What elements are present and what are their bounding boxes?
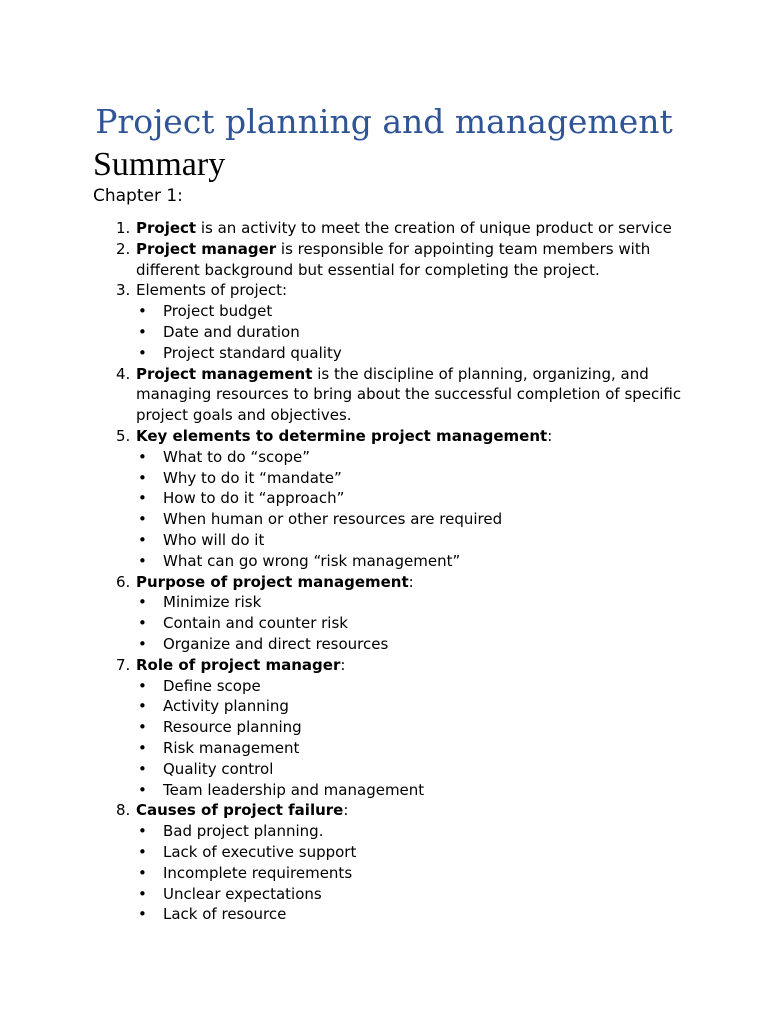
list-item-term: Key elements to determine project management [136,426,548,445]
list-item-continuation [0,260,768,281]
bullet-item-text: Activity planning [163,697,289,716]
list-item-number: 8. [116,801,131,820]
bullet-icon: • [138,863,147,882]
bullet-item-text: How to do it “approach” [163,489,345,508]
list-item-term: Project [136,219,197,237]
bullet-item [0,904,768,925]
bullet-item-text: Project standard quality [163,343,342,362]
bullet-item [0,530,768,551]
bullet-icon: • [138,593,147,612]
list-item-description: is an activity to meet the creation of unique product or service [196,219,672,237]
bullet-item [0,717,768,738]
bullet-item-text: Define scope [163,676,261,695]
bullet-item-text: Contain and counter risk [163,614,348,633]
bullet-icon: • [138,780,147,799]
list-item-number: 2. [116,239,131,258]
bullet-item [0,634,768,655]
bullet-icon: • [138,905,147,924]
bullet-item-text: Lack of executive support [163,842,357,861]
list-item-term: Causes of project failure [136,801,344,820]
bullet-item [0,551,768,572]
list-item-text [136,280,287,301]
bullet-item [0,863,768,884]
list-item-number: 3. [116,281,131,300]
list-item-description: : [408,572,414,591]
bullet-item [0,301,768,322]
bullet-icon: • [138,842,147,861]
list-item-description: is the discipline of planning, organizing, and [312,364,649,383]
bullet-item-text: Why to do it “mandate” [163,468,342,487]
bullet-item-text: Lack of resource [163,905,287,924]
list-item-number: 7. [116,655,131,674]
bullet-item-text: Team leadership and management [163,780,425,799]
numbered-list [0,218,768,925]
bullet-icon: • [138,718,147,737]
bullet-item [0,613,768,634]
list-item-term: Purpose of project management [136,572,409,591]
list-item-text [136,572,414,593]
list-item-description: : [340,655,346,674]
bullet-item-text: What can go wrong “risk management” [163,551,461,570]
bullet-item [0,780,768,801]
list-item [0,800,768,821]
bullet-icon: • [138,614,147,633]
chapter-heading: Chapter 1: [93,186,183,206]
bullet-item [0,592,768,613]
bullet-item-text: Who will do it [163,530,265,549]
bullet-item [0,738,768,759]
list-item-description: is responsible for appointing team members with [276,239,651,258]
list-item [0,218,768,239]
bullet-item-text: When human or other resources are required [163,510,503,529]
list-item-text [136,218,672,239]
document-title: Project planning and management [95,102,673,141]
list-item-description: : [343,801,349,820]
list-item-term: Project manager [136,239,277,258]
list-item-number: 1. [116,219,131,237]
bullet-item [0,759,768,780]
list-item-number: 5. [116,426,131,445]
list-item-text [136,655,345,676]
bullet-icon: • [138,822,147,841]
bullet-icon: • [138,489,147,508]
list-item-term: Role of project manager [136,655,341,674]
bullet-item-text: Resource planning [163,718,302,737]
bullet-item [0,676,768,697]
list-item [0,364,768,385]
list-item [0,426,768,447]
bullet-item [0,343,768,364]
list-item-number: 4. [116,364,131,383]
bullet-item-text: Risk management [163,738,300,757]
bullet-item-text: Project budget [163,302,273,321]
bullet-icon: • [138,676,147,695]
bullet-item [0,322,768,343]
bullet-icon: • [138,447,147,466]
bullet-item-text: What to do “scope” [163,447,311,466]
list-item-continuation-text: managing resources to bring about the successful completion of specific [136,385,682,404]
list-item [0,572,768,593]
list-item-continuation-text: project goals and objectives. [136,406,352,425]
list-item-term: Project management [136,364,313,383]
bullet-item [0,696,768,717]
list-item [0,655,768,676]
bullet-item-text: Date and duration [163,322,300,341]
bullet-item [0,821,768,842]
bullet-item-text: Unclear expectations [163,884,322,903]
list-item [0,239,768,260]
bullet-icon: • [138,510,147,529]
bullet-item-text: Minimize risk [163,593,262,612]
bullet-icon: • [138,697,147,716]
bullet-icon: • [138,530,147,549]
list-item-text [136,239,650,260]
list-item-number: 6. [116,572,131,591]
summary-heading: Summary [93,146,226,183]
bullet-item-text: Bad project planning. [163,822,324,841]
list-item-text [136,800,348,821]
bullet-item [0,509,768,530]
bullet-icon: • [138,343,147,362]
bullet-item-text: Incomplete requirements [163,863,353,882]
bullet-icon: • [138,551,147,570]
bullet-icon: • [138,634,147,653]
bullet-icon: • [138,884,147,903]
list-item-continuation [0,384,768,405]
list-item-description: : [547,426,553,445]
bullet-icon: • [138,322,147,341]
bullet-icon: • [138,759,147,778]
bullet-item-text: Organize and direct resources [163,634,389,653]
list-item-description: Elements of project: [136,281,288,300]
bullet-icon: • [138,738,147,757]
bullet-icon: • [138,302,147,321]
list-item-continuation [0,405,768,426]
list-item-text [136,364,649,385]
bullet-icon: • [138,468,147,487]
bullet-item [0,884,768,905]
list-item-continuation-text: different background but essential for completing the project. [136,260,600,279]
list-item [0,280,768,301]
bullet-item [0,488,768,509]
list-item-text [136,426,552,447]
bullet-item [0,468,768,489]
bullet-item [0,447,768,468]
bullet-item-text: Quality control [163,759,274,778]
bullet-item [0,842,768,863]
